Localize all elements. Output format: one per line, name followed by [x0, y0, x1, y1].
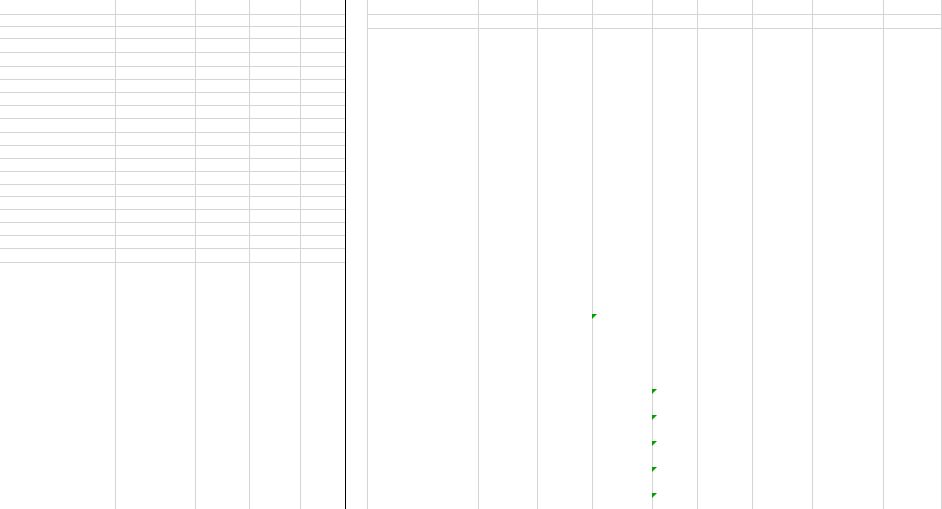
- grid-line: [0, 184, 345, 185]
- grid-line: [883, 0, 884, 509]
- grid-line: [0, 171, 345, 172]
- grid-line: [0, 132, 345, 133]
- grid-line: [652, 0, 653, 509]
- grid-line: [0, 105, 345, 106]
- grid-line: [0, 262, 345, 263]
- grid-line: [812, 0, 813, 509]
- cell-comment-marker: [652, 389, 657, 394]
- grid-line: [0, 38, 345, 39]
- grid-line: [0, 196, 345, 197]
- grid-line: [195, 0, 196, 509]
- grid-line: [249, 0, 250, 509]
- grid-line: [0, 118, 345, 119]
- grid-line: [0, 26, 345, 27]
- grid-line: [345, 0, 346, 509]
- grid-line: [0, 145, 345, 146]
- grid-line: [0, 235, 345, 236]
- grid-line: [478, 0, 479, 509]
- grid-line: [367, 0, 368, 509]
- cell-comment-marker: [652, 441, 657, 446]
- grid-line: [0, 158, 345, 159]
- grid-line: [0, 248, 345, 249]
- cell-comment-marker: [652, 467, 657, 472]
- grid-line: [592, 0, 593, 509]
- cell-comment-marker: [652, 415, 657, 420]
- grid-line: [0, 92, 345, 93]
- grid-line: [0, 14, 345, 15]
- grid-line: [115, 0, 116, 509]
- grid-line: [697, 0, 698, 509]
- grid-line: [537, 0, 538, 509]
- grid-line: [752, 0, 753, 509]
- grid-line: [0, 66, 345, 67]
- cell-comment-marker: [652, 493, 657, 498]
- grid-line: [0, 222, 345, 223]
- grid-line: [0, 79, 345, 80]
- grid-line: [0, 52, 345, 53]
- grid-line: [300, 0, 301, 509]
- grid-line: [367, 28, 942, 29]
- grid-line: [0, 209, 345, 210]
- grid-line: [367, 14, 942, 15]
- cell-comment-marker: [592, 314, 597, 319]
